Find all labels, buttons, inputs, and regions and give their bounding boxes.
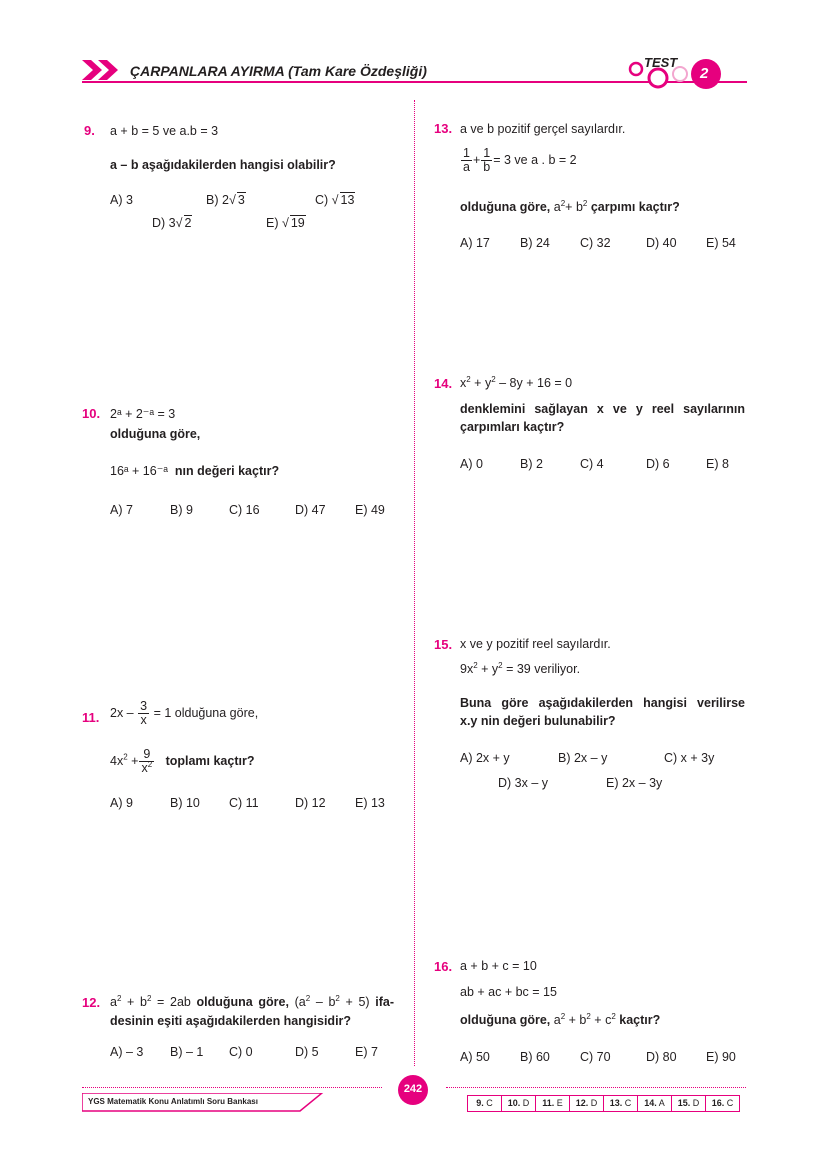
answer-cell: 16. C — [711, 1098, 734, 1108]
footer-book-title: YGS Matematik Konu Anlatımlı Soru Bankası — [88, 1097, 258, 1106]
question-number: 12. — [82, 995, 101, 1010]
option-c: C) √ 13 — [315, 193, 355, 207]
question-condition: olduğuna göre, — [110, 427, 201, 441]
answer-cell: 15. D — [672, 1096, 706, 1111]
question-text: $4x^2$ + $\frac{9}{x^2}$ toplamı kaçtır? — [110, 747, 255, 775]
answer-cell: 10. D — [502, 1096, 536, 1111]
question-statement: $x^2 + y^2 - 8y + 16 = 0$ — [460, 374, 573, 390]
question-statement: a + b = 5 ve a.b = 3 — [110, 124, 219, 138]
option-c: C) 32 — [580, 236, 611, 250]
question-statement-2: ab + ac + bc = 15 — [460, 985, 557, 999]
option-a: A) 7 — [110, 503, 133, 517]
question-statement: $a^2 + b^2 = 2ab$ olduğuna göre, $(a^2 - b^2 + 5)$ ifa- — [110, 993, 394, 1009]
answer-cell: 9. C — [468, 1096, 502, 1111]
question-statement: x ve y pozitif reel sayılardır. — [460, 637, 611, 651]
test-rings-icon — [624, 52, 748, 94]
option-a: A) 9 — [110, 796, 133, 810]
option-e: E) 13 — [355, 796, 385, 810]
column-divider — [414, 100, 415, 1066]
option-e: E) 49 — [355, 503, 385, 517]
option-e: E) √ 19 — [266, 216, 305, 230]
option-c: C) 0 — [229, 1045, 253, 1059]
question-number: 9. — [84, 123, 95, 138]
option-e: E) 2x – 3y — [606, 776, 663, 790]
option-b: B) 9 — [170, 503, 193, 517]
option-d: D) 3√ 2 — [152, 216, 192, 230]
option-d: D) 5 — [295, 1045, 319, 1059]
question-statement: a + b + c = 10 — [460, 959, 537, 973]
question-text: a – b aşağıdakilerden hangisi olabilir? — [110, 158, 336, 172]
option-b: B) 60 — [520, 1050, 550, 1064]
page-number: 242 — [403, 1083, 423, 1095]
test-label: TEST — [644, 55, 678, 70]
question-number: 11. — [82, 710, 100, 725]
option-a: A) 17 — [460, 236, 490, 250]
option-d: D) 12 — [295, 796, 326, 810]
question-statement: a ve b pozitif gerçel sayılardır. — [460, 122, 626, 136]
question-text: denklemini sağlayan x ve y reel sayılarının — [460, 402, 745, 416]
option-a: A) 2x + y — [460, 751, 510, 765]
option-a: A) 3 — [110, 193, 133, 207]
question-text: desinin eşiti aşağıdakilerden hangisidir? — [110, 1014, 352, 1028]
question-text-line2: çarpımları kaçtır? — [460, 420, 565, 434]
option-d: D) 3x – y — [498, 776, 549, 790]
option-c: C) 11 — [229, 796, 259, 810]
option-c: C) x + 3y — [664, 751, 715, 765]
question-number: 16. — [434, 959, 453, 974]
answer-cell: 14. A — [638, 1096, 672, 1111]
answer-key — [467, 1095, 740, 1112]
question-text: olduğuna göre, $a^2+ b^2$ çarpımı kaçtır? — [460, 198, 680, 214]
question-text: 16ᵃ + 16⁻ᵃ nın değeri kaçtır? — [110, 464, 280, 478]
option-b: B) 10 — [170, 796, 200, 810]
option-c: C) 16 — [229, 503, 260, 517]
footer-rule-left — [82, 1087, 382, 1088]
header-chevrons-icon — [82, 58, 126, 82]
test-number: 2 — [700, 65, 709, 82]
question-text-line2: x.y nin değeri bulunabilir? — [460, 714, 616, 728]
option-d: D) 40 — [646, 236, 677, 250]
answer-cell: 12. D — [570, 1096, 604, 1111]
option-c: C) 4 — [580, 457, 604, 471]
question-statement: 2ᵃ + 2⁻ᵃ = 3 — [110, 407, 176, 421]
option-c: C) 70 — [580, 1050, 611, 1064]
page-title: ÇARPANLARA AYIRMA (Tam Kare Özdeşliği) — [130, 63, 427, 79]
option-d: D) 80 — [646, 1050, 677, 1064]
question-statement: 2x – $\frac{3}{x}$ = 1 olduğuna göre, — [110, 699, 259, 727]
footer-rule-right — [446, 1087, 746, 1088]
question-number: 10. — [82, 406, 101, 421]
option-b: B) 2x – y — [558, 751, 608, 765]
option-b: B) 2√ 3 — [206, 193, 245, 207]
option-b: B) – 1 — [170, 1045, 204, 1059]
option-a: A) – 3 — [110, 1045, 144, 1059]
option-b: B) 24 — [520, 236, 550, 250]
option-d: D) 6 — [646, 457, 670, 471]
question-equation: $\frac{1}{a}$ + $\frac{1}{b}$ = 3 ve a . b = 2 — [463, 146, 577, 174]
option-b: B) 2 — [520, 457, 543, 471]
question-number: 15. — [434, 637, 453, 652]
answer-cell: 13. C — [604, 1096, 638, 1111]
test-badge — [624, 52, 748, 94]
question-number: 13. — [434, 121, 453, 136]
question-text: olduğuna göre, $a^2 + b^2 + c^2$ kaçtır? — [460, 1011, 661, 1027]
question-equation: $9x^2 + y^2 = 39$ veriliyor. — [460, 660, 581, 676]
option-d: D) 47 — [295, 503, 326, 517]
question-text: Buna göre aşağıdakilerden hangisi verilirse — [460, 696, 745, 710]
option-e: E) 8 — [706, 457, 729, 471]
question-number: 14. — [434, 376, 453, 391]
option-e: E) 7 — [355, 1045, 378, 1059]
option-a: A) 50 — [460, 1050, 490, 1064]
option-e: E) 90 — [706, 1050, 736, 1064]
option-e: E) 54 — [706, 236, 736, 250]
answer-cell: 11. E — [536, 1096, 570, 1111]
option-a: A) 0 — [460, 457, 483, 471]
